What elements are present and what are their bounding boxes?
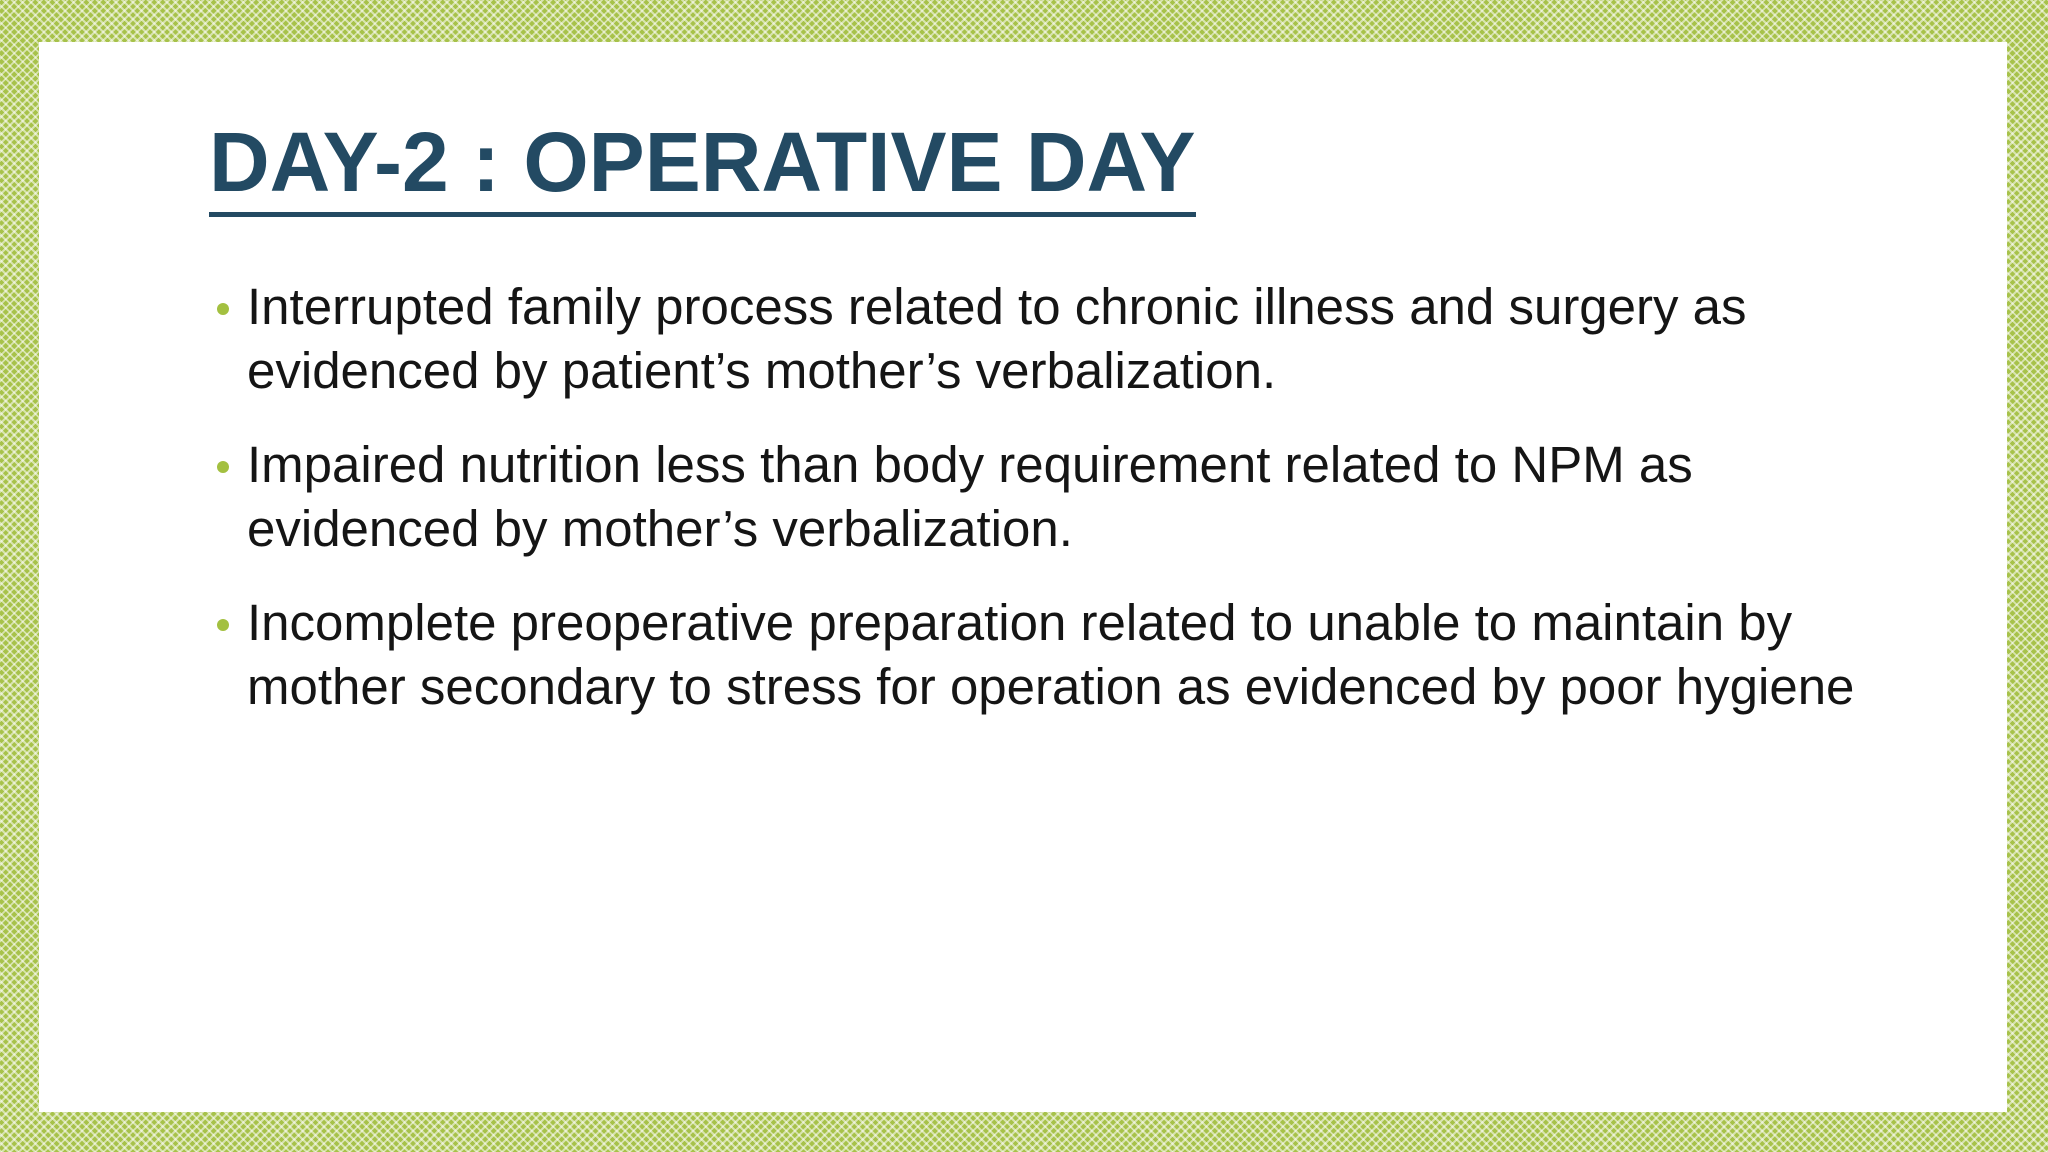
bullet-text: Interrupted family process related to chronic illness and surgery as evidenced by patient’s mother’s verbalization. — [247, 278, 1747, 399]
bullet-dot-icon — [217, 619, 229, 631]
bullet-text: Impaired nutrition less than body requirement related to NPM as evidenced by mother’s verbalization. — [247, 436, 1693, 557]
bullet-dot-icon — [217, 461, 229, 473]
bullet-item — [217, 275, 1917, 403]
slide-title: DAY-2 : OPERATIVE DAY — [209, 112, 1196, 217]
bullet-list — [217, 275, 1917, 749]
bullet-dot-icon — [217, 303, 229, 315]
slide-canvas — [39, 42, 2007, 1112]
bullet-text: Incomplete preoperative preparation related to unable to maintain by mother secondary to stress for operation as evidenced by poor hygiene — [247, 594, 1855, 715]
bullet-item — [217, 433, 1917, 561]
bullet-item — [217, 591, 1917, 719]
